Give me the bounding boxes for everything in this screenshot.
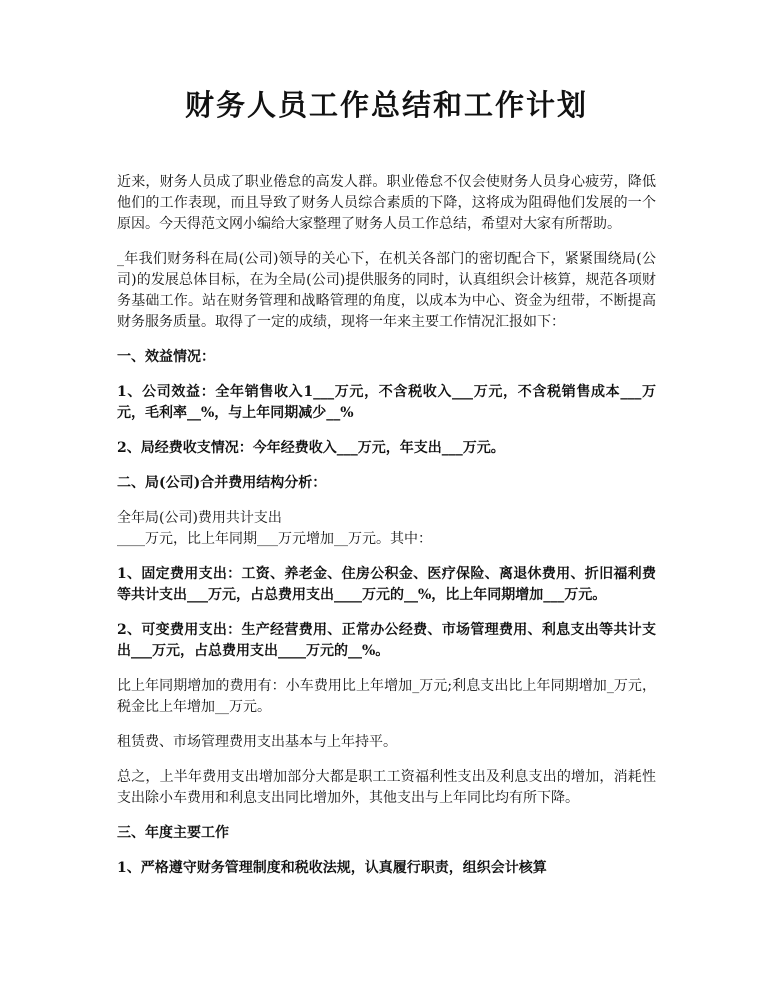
body-paragraph (117, 508, 656, 550)
body-paragraph: 近来，财务人员成了职业倦怠的高发人群。职业倦怠不仅会使财务人员身心疲劳，降低他们的工作表现，而且导致了财务人员综合素质的下降，这将成为阻碍他们发展的一个原因。今天得范文网小编给大家整理了财务人员工作总结，希望对大家有所帮助。 (117, 174, 656, 232)
body-paragraph: 1、严格遵守财务管理制度和税收法规，认真履行职责，组织会计核算 (117, 860, 547, 876)
body-paragraph: 总之，上半年费用支出增加部分大都是职工工资福利性支出及利息支出的增加，消耗性支出除小车费用和利息支出同比增加外，其他支出与上年同比均有所下降。 (117, 769, 656, 806)
section-heading: 三、年度主要工作 (117, 825, 229, 841)
body-paragraph: 租赁费、市场管理费用支出基本与上年持平。 (117, 734, 397, 750)
body-paragraph: 1、公司效益：全年销售收入1___万元，不含税收入___万元，不含税销售成本___万元，毛利率__%，与上年同期减少__% (117, 384, 656, 421)
section-heading: 一、效益情况： (117, 349, 215, 365)
document-body (117, 172, 656, 879)
paragraph-line: 全年局(公司)费用共计支出 (117, 510, 282, 526)
paragraph-line: ____万元，比上年同期___万元增加__万元。其中： (117, 531, 432, 547)
body-paragraph: 1、固定费用支出：工资、养老金、住房公积金、医疗保险、离退休费用、折旧福利费等共计支出___万元，占总费用支出____万元的__%，比上年同期增加___万元。 (117, 566, 656, 603)
body-paragraph: 2、可变费用支出：生产经营费用、正常办公经费、市场管理费用、利息支出等共计支出___万元，占总费用支出____万元的__%。 (117, 622, 656, 659)
body-paragraph: 比上年同期增加的费用有：小车费用比上年增加_万元;利息支出比上年同期增加_万元，税金比上年增加__万元。 (117, 678, 656, 715)
body-paragraph: 2、局经费收支情况：今年经费收入___万元，年支出___万元。 (117, 440, 505, 456)
body-paragraph: _年我们财务科在局(公司)领导的关心下，在机关各部门的密切配合下，紧紧围绕局(公司)的发展总体目标，在为全局(公司)提供服务的同时，认真组织会计核算，规范各项财务基础工作。站在财务管理和战略管理的角度，以成本为中心、资金为纽带，不断提高财务服务质量。取得了一定的成绩，现将一年来主要工作情况汇报如下： (117, 251, 656, 330)
page-title: 财务人员工作总结和工作计划 (184, 88, 588, 122)
section-heading: 二、局(公司)合并费用结构分析： (117, 475, 327, 491)
